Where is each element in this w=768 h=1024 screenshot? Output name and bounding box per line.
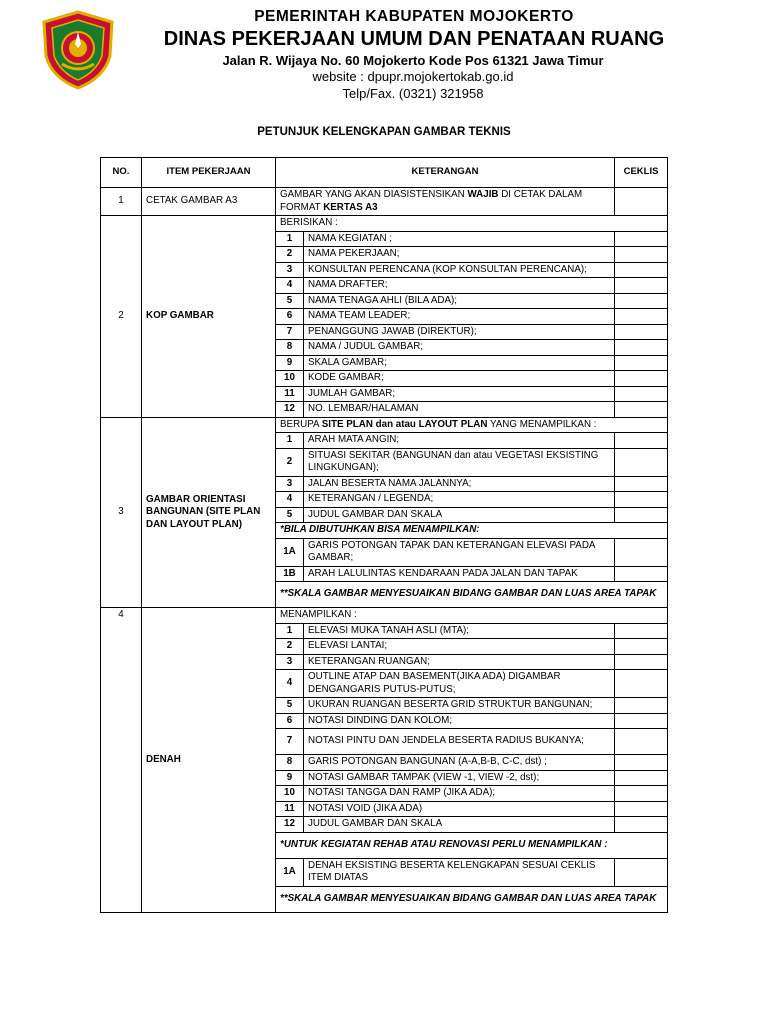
checkbox-cell[interactable] xyxy=(615,538,668,566)
item-text: OUTLINE ATAP DAN BASEMENT(JIKA ADA) DIGAMBAR DENGANGARIS PUTUS-PUTUS; xyxy=(304,670,615,698)
letterhead xyxy=(0,0,768,110)
item-text: NOTASI VOID (JIKA ADA) xyxy=(304,801,615,817)
item-text: GARIS POTONGAN TAPAK DAN KETERANGAN ELEVASI PADA GAMBAR; xyxy=(304,538,615,566)
checkbox-cell[interactable] xyxy=(615,755,668,771)
item-number: 3 xyxy=(276,476,304,492)
item-number: 2 xyxy=(276,639,304,655)
gov-name: PEMERINTAH KABUPATEN MOJOKERTO xyxy=(254,8,574,25)
checkbox-cell[interactable] xyxy=(615,786,668,802)
document-title: PETUNJUK KELENGKAPAN GAMBAR TEKNIS xyxy=(257,126,511,138)
checkbox-cell[interactable] xyxy=(615,262,668,278)
checkbox-cell[interactable] xyxy=(615,340,668,356)
item-number: 1A xyxy=(276,858,304,886)
item-text: KODE GAMBAR; xyxy=(304,371,615,387)
item-text: NOTASI DINDING DAN KOLOM; xyxy=(304,713,615,729)
item-number: 1B xyxy=(276,566,304,582)
item-number: 6 xyxy=(276,713,304,729)
item-number: 8 xyxy=(276,755,304,771)
item-text: DENAH EKSISTING BESERTA KELENGKAPAN SESUAI CEKLIS ITEM DIATAS xyxy=(304,858,615,886)
checkbox-cell[interactable] xyxy=(615,278,668,294)
item-text: JUDUL GAMBAR DAN SKALA xyxy=(304,507,615,523)
section-intro: MENAMPILKAN : xyxy=(276,608,668,624)
section-note: *BILA DIBUTUHKAN BISA MENAMPILKAN: xyxy=(276,523,668,539)
header-item: ITEM PEKERJAAN xyxy=(142,158,276,188)
intro-bold: SITE PLAN dan atau LAYOUT PLAN xyxy=(321,418,488,430)
item-text: PENANGGUNG JAWAB (DIREKTUR); xyxy=(304,324,615,340)
address: Jalan R. Wijaya No. 60 Mojokerto Kode Pos 61321 Jawa Timur xyxy=(222,53,604,68)
checkbox-cell[interactable] xyxy=(615,858,668,886)
item-text: ELEVASI MUKA TANAH ASLI (MTA); xyxy=(304,623,615,639)
checkbox-cell[interactable] xyxy=(615,770,668,786)
item-text: SITUASI SEKITAR (BANGUNAN dan atau VEGETASI EKSISTING LINGKUNGAN); xyxy=(304,448,615,476)
checkbox-cell[interactable] xyxy=(615,670,668,698)
item-text: KETERANGAN RUANGAN; xyxy=(304,654,615,670)
item-number: 4 xyxy=(276,278,304,294)
header-no: NO. xyxy=(101,158,142,188)
item-text: GARIS POTONGAN BANGUNAN (A-A,B-B, C-C, dst) ; xyxy=(304,755,615,771)
item-number: 1 xyxy=(276,623,304,639)
item-number: 1A xyxy=(276,538,304,566)
checkbox-cell[interactable] xyxy=(615,448,668,476)
section-note: *UNTUK KEGIATAN REHAB ATAU RENOVASI PERLU MENAMPILKAN : xyxy=(276,832,668,858)
item-number: 6 xyxy=(276,309,304,325)
checkbox-cell[interactable] xyxy=(615,654,668,670)
item-text: SKALA GAMBAR; xyxy=(304,355,615,371)
item-text: NOTASI PINTU DAN JENDELA BESERTA RADIUS BUKANYA; xyxy=(304,729,615,755)
item-number: 12 xyxy=(276,817,304,833)
item-number: 2 xyxy=(276,448,304,476)
item-text: ARAH LALULINTAS KENDARAAN PADA JALAN DAN TAPAK xyxy=(304,566,615,582)
item-number: 10 xyxy=(276,371,304,387)
checkbox-cell[interactable] xyxy=(615,623,668,639)
row-no: 4 xyxy=(101,608,142,913)
item-number: 8 xyxy=(276,340,304,356)
checkbox-cell[interactable] xyxy=(615,507,668,523)
checkbox-cell[interactable] xyxy=(615,293,668,309)
row-item: DENAH xyxy=(142,608,276,913)
item-text: NAMA DRAFTER; xyxy=(304,278,615,294)
intro-text: BERUPA xyxy=(280,418,322,430)
item-text: ARAH MATA ANGIN; xyxy=(304,433,615,449)
item-number: 2 xyxy=(276,247,304,263)
item-number: 12 xyxy=(276,402,304,418)
item-number: 3 xyxy=(276,654,304,670)
item-number: 3 xyxy=(276,262,304,278)
item-number: 7 xyxy=(276,729,304,755)
section-intro xyxy=(276,417,668,433)
checkbox-cell[interactable] xyxy=(615,801,668,817)
table-header xyxy=(101,158,668,188)
checkbox-cell[interactable] xyxy=(615,566,668,582)
item-text: NAMA KEGIATAN ; xyxy=(304,231,615,247)
item-number: 1 xyxy=(276,433,304,449)
header-keterangan: KETERANGAN xyxy=(276,158,615,188)
item-text: KONSULTAN PERENCANA (KOP KONSULTAN PERENCANA); xyxy=(304,262,615,278)
table-row xyxy=(101,216,668,232)
header-ceklis: CEKLIS xyxy=(615,158,668,188)
checkbox-cell[interactable] xyxy=(615,386,668,402)
item-text: UKURAN RUANGAN BESERTA GRID STRUKTUR BANGUNAN; xyxy=(304,698,615,714)
table-row xyxy=(101,188,668,216)
row-item: KOP GAMBAR xyxy=(142,216,276,418)
checkbox-cell[interactable] xyxy=(615,729,668,755)
section-note: **SKALA GAMBAR MENYESUAIKAN BIDANG GAMBAR DAN LUAS AREA TAPAK xyxy=(276,886,668,912)
item-number: 1 xyxy=(276,231,304,247)
item-text: NOTASI TANGGA DAN RAMP (JIKA ADA); xyxy=(304,786,615,802)
checkbox-cell[interactable] xyxy=(615,309,668,325)
item-number: 7 xyxy=(276,324,304,340)
item-text: NO. LEMBAR/HALAMAN xyxy=(304,402,615,418)
item-number: 9 xyxy=(276,355,304,371)
section-intro: BERISIKAN : xyxy=(276,216,668,232)
checkbox-cell[interactable] xyxy=(615,371,668,387)
desc-text: GAMBAR YANG AKAN DIASISTENSIKAN xyxy=(280,189,468,200)
item-number: 5 xyxy=(276,698,304,714)
website: website : dpupr.mojokertokab.go.id xyxy=(312,69,514,84)
agency-name: DINAS PEKERJAAN UMUM DAN PENATAAN RUANG xyxy=(163,28,665,50)
checkbox-cell[interactable] xyxy=(615,713,668,729)
item-text: KETERANGAN / LEGENDA; xyxy=(304,492,615,508)
item-number: 4 xyxy=(276,670,304,698)
item-number: 4 xyxy=(276,492,304,508)
checkbox-cell[interactable] xyxy=(615,247,668,263)
checkbox-cell[interactable] xyxy=(615,433,668,449)
checkbox-cell[interactable] xyxy=(615,492,668,508)
item-text: NAMA TENAGA AHLI (BILA ADA); xyxy=(304,293,615,309)
row-item: CETAK GAMBAR A3 xyxy=(142,188,276,216)
row-no: 3 xyxy=(101,417,142,608)
checkbox-cell[interactable] xyxy=(615,639,668,655)
phone-fax: Telp/Fax. (0321) 321958 xyxy=(342,86,484,101)
item-text: JUMLAH GAMBAR; xyxy=(304,386,615,402)
checkbox-cell[interactable] xyxy=(615,231,668,247)
item-text: JALAN BESERTA NAMA JALANNYA; xyxy=(304,476,615,492)
item-number: 11 xyxy=(276,386,304,402)
intro-text: YANG MENAMPILKAN : xyxy=(487,418,597,430)
item-number: 5 xyxy=(276,293,304,309)
row-no: 2 xyxy=(101,216,142,418)
item-number: 5 xyxy=(276,507,304,523)
item-number: 10 xyxy=(276,786,304,802)
item-text: JUDUL GAMBAR DAN SKALA xyxy=(304,817,615,833)
item-text: NAMA TEAM LEADER; xyxy=(304,309,615,325)
item-text: ELEVASI LANTAI; xyxy=(304,639,615,655)
item-text: NOTASI GAMBAR TAMPAK (VIEW -1, VIEW -2, dst); xyxy=(304,770,615,786)
section-note: **SKALA GAMBAR MENYESUAIKAN BIDANG GAMBAR DAN LUAS AREA TAPAK xyxy=(276,582,668,608)
row-description xyxy=(276,188,615,216)
table-row xyxy=(101,608,668,624)
desc-bold: KERTAS A3 xyxy=(323,201,378,213)
item-number: 9 xyxy=(276,770,304,786)
table-row xyxy=(101,417,668,433)
item-number: 11 xyxy=(276,801,304,817)
desc-text: DI CETAK DALAM FORMAT xyxy=(280,189,583,213)
checkbox-cell[interactable] xyxy=(615,698,668,714)
checkbox-cell[interactable] xyxy=(615,402,668,418)
checkbox-cell[interactable] xyxy=(615,324,668,340)
row-item: GAMBAR ORIENTASI BANGUNAN (SITE PLAN DAN LAYOUT PLAN) xyxy=(142,417,276,608)
row-no: 1 xyxy=(101,188,142,216)
checkbox-cell[interactable] xyxy=(615,355,668,371)
checkbox-cell[interactable] xyxy=(615,476,668,492)
checkbox-cell[interactable] xyxy=(615,817,668,833)
item-text: NAMA / JUDUL GAMBAR; xyxy=(304,340,615,356)
desc-bold: WAJIB xyxy=(467,189,499,200)
item-text: NAMA PEKERJAAN; xyxy=(304,247,615,263)
checkbox-cell[interactable] xyxy=(615,188,668,216)
checklist-table xyxy=(100,157,668,913)
